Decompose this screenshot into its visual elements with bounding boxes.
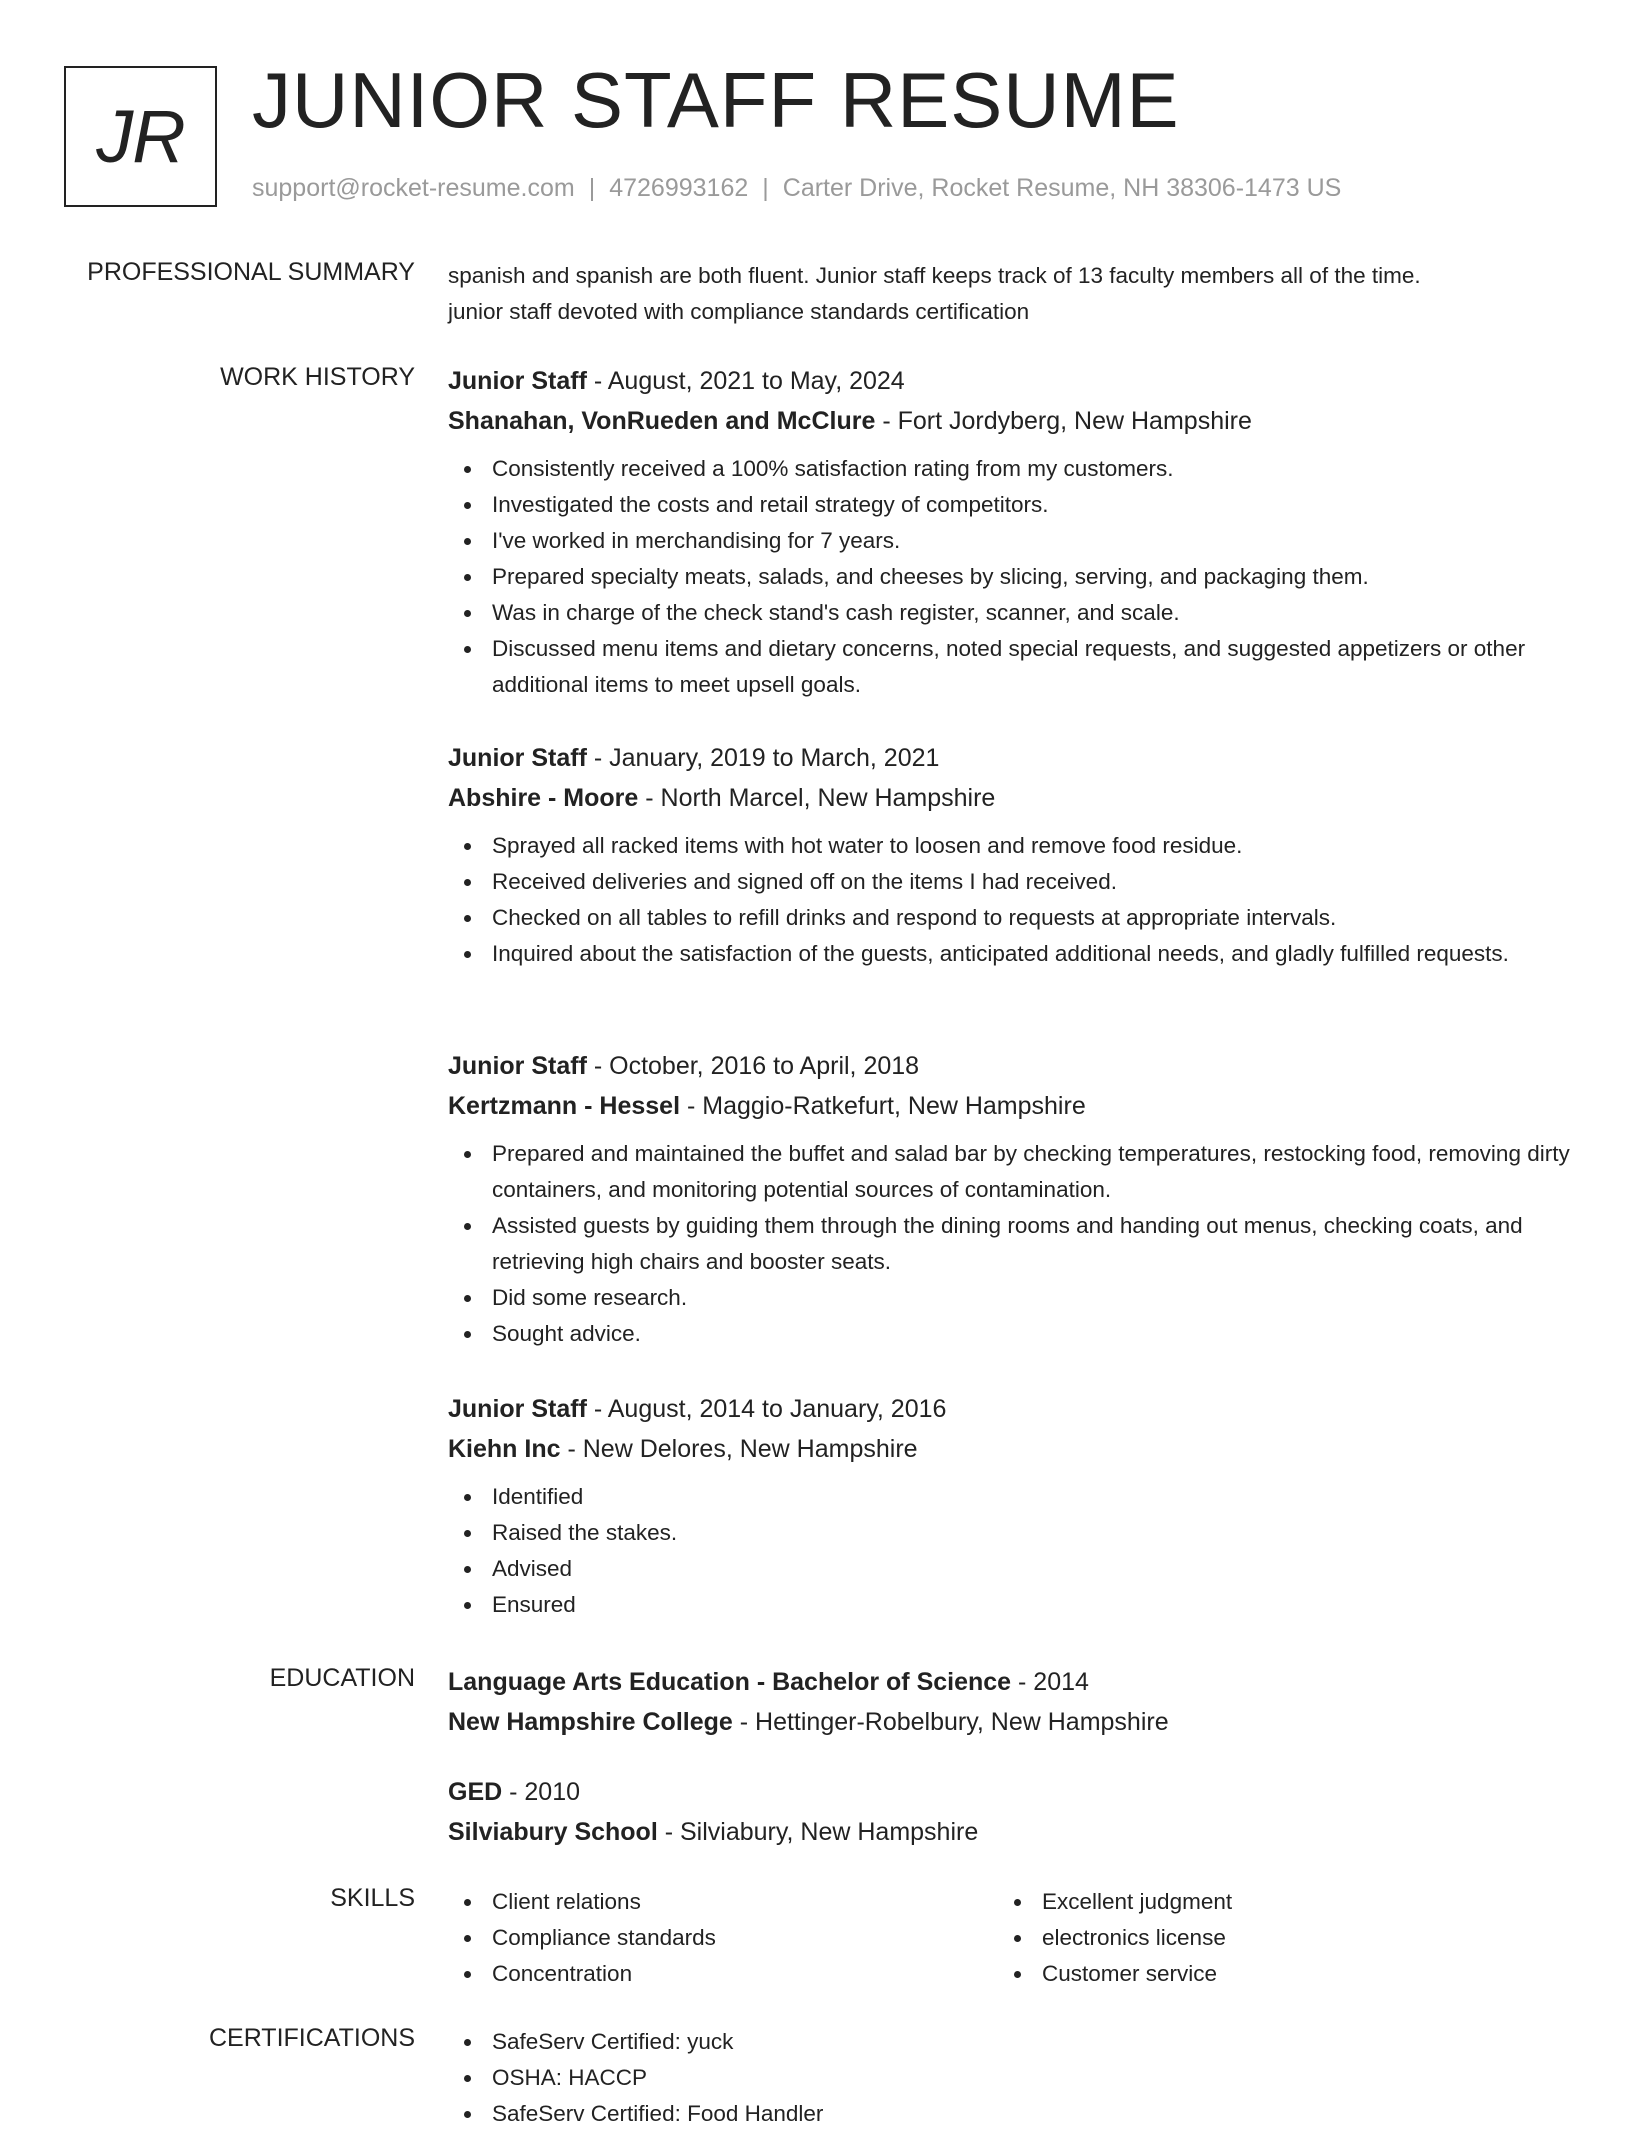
skills-columns <box>448 1884 1573 1992</box>
page-title: JUNIOR STAFF RESUME <box>252 56 1180 144</box>
company-name: Kiehn Inc <box>448 1435 561 1463</box>
school-name: Silviabury School <box>448 1818 658 1846</box>
job-heading <box>448 738 1573 778</box>
section-label-work-history: WORK HISTORY <box>220 363 415 391</box>
summary-line: junior staff devoted with compliance standards certification <box>448 299 1030 324</box>
education-degree-line <box>448 1662 1573 1702</box>
job-bullets <box>448 1136 1573 1352</box>
list-item: Received deliveries and signed off on the items I had received. <box>448 864 1573 900</box>
list-item: Customer service <box>998 1956 1548 1992</box>
contact-line <box>252 174 1341 203</box>
list-item: Investigated the costs and retail strategy of competitors. <box>448 487 1573 523</box>
list-item: Client relations <box>448 1884 998 1920</box>
job-title: Junior Staff <box>448 744 587 772</box>
job-entry <box>448 1389 1573 1623</box>
education-school-line <box>448 1702 1573 1742</box>
certifications-list <box>448 2024 1573 2132</box>
degree-year: - 2010 <box>502 1778 581 1806</box>
job-dates: - January, 2019 to March, 2021 <box>586 744 940 772</box>
section-label-summary: PROFESSIONAL SUMMARY <box>87 258 415 286</box>
job-bullets <box>448 451 1573 703</box>
job-dates: - August, 2021 to May, 2024 <box>586 367 905 395</box>
job-employer <box>448 778 1573 818</box>
list-item: Identified <box>448 1479 1573 1515</box>
list-item: Advised <box>448 1551 1573 1587</box>
company-location: - New Delores, New Hampshire <box>560 1435 918 1463</box>
job-employer <box>448 1429 1573 1469</box>
job-entry <box>448 1046 1573 1352</box>
degree-year: - 2014 <box>1011 1668 1089 1696</box>
education-degree-line <box>448 1772 1573 1812</box>
list-item: OSHA: HACCP <box>448 2060 1573 2096</box>
school-name: New Hampshire College <box>448 1708 733 1736</box>
list-item: Discussed menu items and dietary concerns, noted special requests, and suggested appetizers or other additional items to meet upsell goals. <box>448 631 1573 703</box>
contact-phone[interactable]: 4726993162 <box>609 174 749 202</box>
contact-separator: | <box>588 174 596 202</box>
contact-address: Carter Drive, Rocket Resume, NH 38306-1473 US <box>782 174 1342 202</box>
list-item: Sprayed all racked items with hot water to loosen and remove food residue. <box>448 828 1573 864</box>
list-item: Raised the stakes. <box>448 1515 1573 1551</box>
list-item: Prepared and maintained the buffet and salad bar by checking temperatures, restocking food, removing dirty containers, and monitoring potential sources of contamination. <box>448 1136 1573 1208</box>
summary-text <box>448 258 1573 330</box>
job-bullets <box>448 1479 1573 1623</box>
school-location: - Silviabury, New Hampshire <box>657 1818 979 1846</box>
degree-name: GED <box>448 1778 503 1806</box>
monogram-badge: JR <box>64 66 217 207</box>
list-item: Compliance standards <box>448 1920 998 1956</box>
job-heading <box>448 361 1573 401</box>
job-dates: - August, 2014 to January, 2016 <box>586 1395 947 1423</box>
list-item: I've worked in merchandising for 7 years. <box>448 523 1573 559</box>
list-item: Concentration <box>448 1956 998 1992</box>
job-employer <box>448 401 1573 441</box>
list-item: Was in charge of the check stand's cash register, scanner, and scale. <box>448 595 1573 631</box>
job-entry <box>448 738 1573 972</box>
job-heading <box>448 1046 1573 1086</box>
education-entry <box>448 1662 1573 1742</box>
list-item: electronics license <box>998 1920 1548 1956</box>
list-item: Prepared specialty meats, salads, and cheeses by slicing, serving, and packaging them. <box>448 559 1573 595</box>
list-item: Inquired about the satisfaction of the guests, anticipated additional needs, and gladly fulfilled requests. <box>448 936 1573 972</box>
job-entry <box>448 361 1573 703</box>
contact-email[interactable]: support@rocket-resume.com <box>252 174 575 202</box>
job-employer <box>448 1086 1573 1126</box>
list-item: Excellent judgment <box>998 1884 1548 1920</box>
contact-separator: | <box>762 174 769 202</box>
job-heading <box>448 1389 1573 1429</box>
company-location: - Maggio-Ratkefurt, New Hampshire <box>680 1092 1086 1120</box>
list-item: SafeServ Certified: yuck <box>448 2024 1573 2060</box>
list-item: SafeServ Certified: Food Handler <box>448 2096 1573 2132</box>
list-item: Consistently received a 100% satisfaction rating from my customers. <box>448 451 1573 487</box>
certifications-content <box>448 2024 1573 2132</box>
section-label-certifications: CERTIFICATIONS <box>208 2024 415 2052</box>
job-title: Junior Staff <box>448 1052 587 1080</box>
company-location: - Fort Jordyberg, New Hampshire <box>875 407 1252 435</box>
list-item: Assisted guests by guiding them through the dining rooms and handing out menus, checking coats, and retrieving high chairs and booster seats. <box>448 1208 1573 1280</box>
degree-name: Language Arts Education - Bachelor of Science <box>448 1668 1012 1696</box>
section-label-skills: SKILLS <box>330 1884 415 1912</box>
summary-line: spanish and spanish are both fluent. Junior staff keeps track of 13 faculty members all of the time. <box>448 263 1421 288</box>
list-item: Sought advice. <box>448 1316 1573 1352</box>
list-item: Ensured <box>448 1587 1573 1623</box>
section-label-education: EDUCATION <box>269 1664 415 1692</box>
skills-list-left <box>448 1884 998 1992</box>
job-dates: - October, 2016 to April, 2018 <box>586 1052 920 1080</box>
list-item: Checked on all tables to refill drinks and respond to requests at appropriate intervals. <box>448 900 1573 936</box>
skills-list-right <box>998 1884 1548 1992</box>
company-name: Kertzmann - Hessel <box>448 1092 681 1120</box>
job-title: Junior Staff <box>448 367 587 395</box>
company-name: Abshire - Moore <box>448 784 639 812</box>
education-entry <box>448 1772 1573 1852</box>
job-title: Junior Staff <box>448 1395 587 1423</box>
list-item: Did some research. <box>448 1280 1573 1316</box>
job-bullets <box>448 828 1573 972</box>
education-school-line <box>448 1812 1573 1852</box>
company-name: Shanahan, VonRueden and McClure <box>448 407 876 435</box>
company-location: - North Marcel, New Hampshire <box>638 784 996 812</box>
school-location: - Hettinger-Robelbury, New Hampshire <box>732 1708 1169 1736</box>
